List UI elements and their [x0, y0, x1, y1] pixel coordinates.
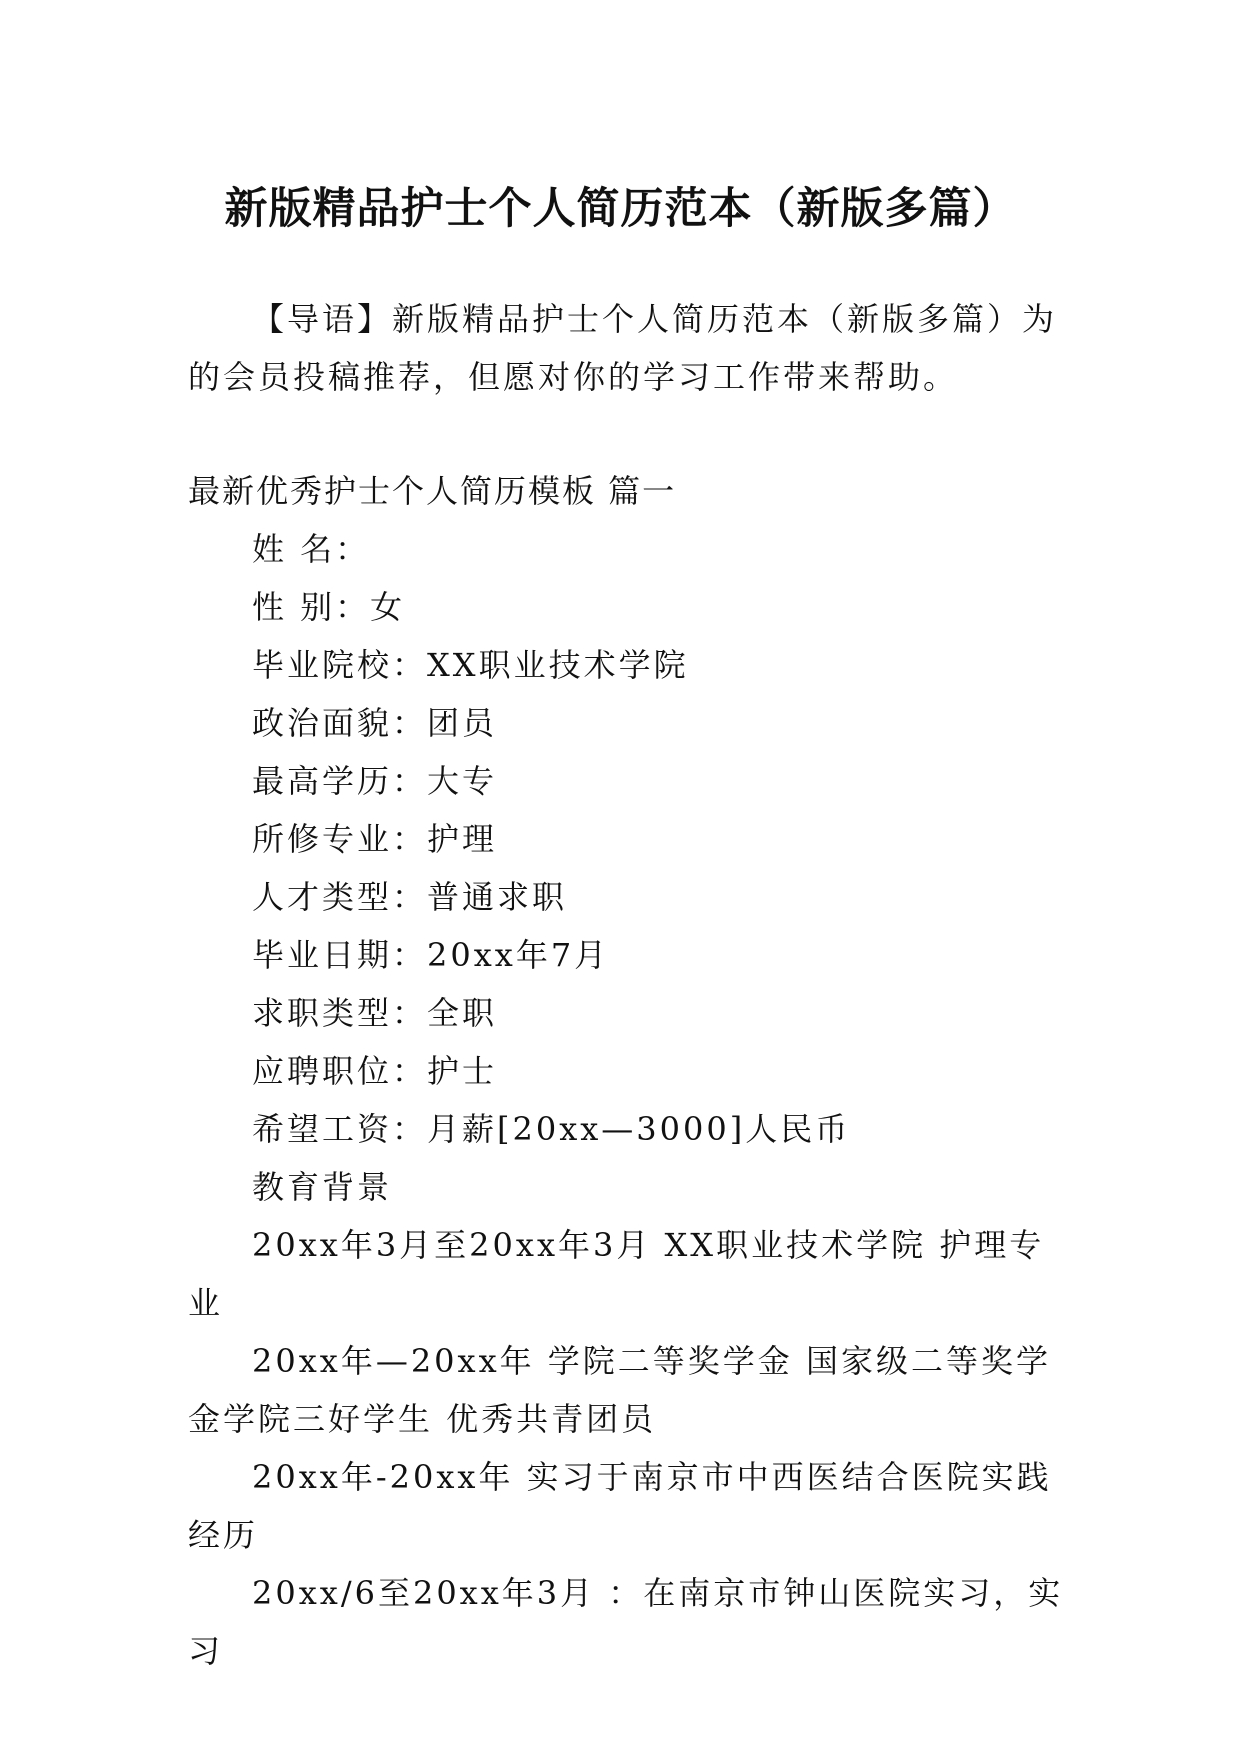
resume-fields: [188, 520, 1064, 1216]
field-position: 应聘职位：护士: [252, 1052, 498, 1090]
document-title: 新版精品护士个人简历范本（新版多篇）: [224, 183, 1017, 234]
field-gender: 性 别：女: [252, 588, 406, 626]
field-school: 毕业院校：XX职业技术学院: [252, 646, 689, 684]
field-education-level: 最高学历：大专: [252, 762, 498, 800]
section-heading: 最新优秀护士个人简历模板 篇一: [188, 472, 677, 510]
field-job-type: 求职类型：全职: [252, 994, 498, 1032]
practice-paragraph: 20xx/6至20xx年3月 ：在南京市钟山医院实习，实习: [188, 1574, 1064, 1670]
field-graduation-date: 毕业日期：20xx年7月: [252, 936, 610, 974]
field-major: 所修专业：护理: [252, 820, 498, 858]
internship-paragraph: 20xx年-20xx年 实习于南京市中西医结合医院实践经历: [188, 1458, 1052, 1554]
body-paragraphs: [188, 1216, 1064, 1680]
field-name: 姓 名：: [252, 530, 371, 568]
education-paragraph: 20xx年3月至20xx年3月 XX职业技术学院 护理专业: [188, 1226, 1045, 1322]
field-talent-type: 人才类型：普通求职: [252, 878, 568, 916]
intro-paragraph: 【导语】新版精品护士个人简历范本（新版多篇）为的会员投稿推荐，但愿对你的学习工作带来帮助。: [188, 300, 1058, 396]
awards-paragraph: 20xx年—20xx年 学院二等奖学金 国家级二等奖学金学院三好学生 优秀共青团员: [188, 1342, 1051, 1438]
field-salary: 希望工资：月薪[20xx—3000]人民币: [252, 1110, 851, 1148]
education-background-heading: 教育背景: [252, 1168, 393, 1206]
field-political-status: 政治面貌：团员: [252, 704, 498, 742]
